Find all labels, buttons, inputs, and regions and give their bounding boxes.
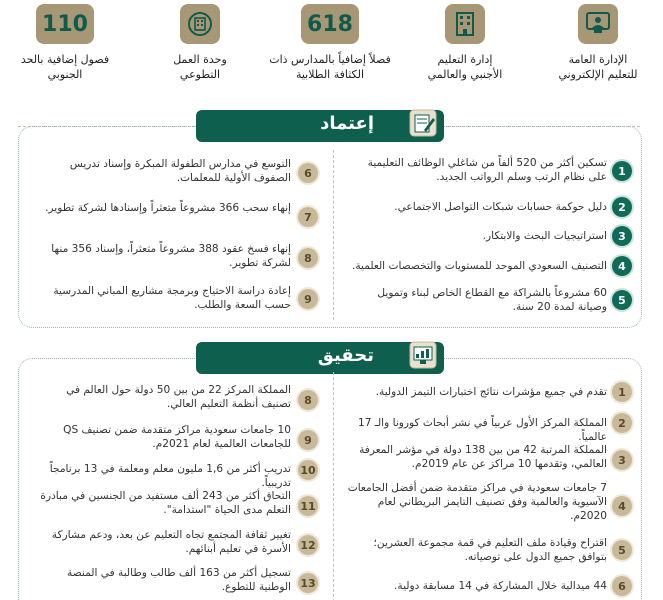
achieve-item: المملكة المرتبة 42 من بين 138 دولة في مؤشر المعرفة العالمي، وتقدمها 10 مراكز عن عام 2019م. (359, 444, 607, 470)
stat-caption: للتعليم الإلكتروني (558, 68, 638, 81)
building-icon (445, 4, 485, 44)
approval-item: التصنيف السعودي الموحد للمستويات والتخصصات العلمية. (351, 260, 607, 272)
stat-southern-border (0, 0, 130, 100)
item-number-badge: 4 (612, 496, 632, 516)
stat-number: 110 (36, 4, 94, 44)
approval-item: تسكين أكثر من 520 ألفاً من شاغلي الوظائف التعليمية على نظام الرتب وسلم الرواتب الجديد. (367, 157, 607, 183)
column-divider (333, 150, 334, 320)
item-number-badge: 2 (612, 413, 632, 433)
stat-caption: إدارة التعليم (437, 53, 493, 66)
item-number-badge: 4 (612, 256, 632, 276)
item-number-badge: 10 (298, 460, 318, 480)
item-number-badge: 9 (298, 289, 318, 309)
approval-title: إعتماد (320, 113, 374, 134)
stat-caption: الجنوبي (47, 68, 83, 81)
achieve-item: تقدم في جميع مؤشرات نتائج اختبارات التيمز الدولية. (375, 386, 607, 398)
item-number-badge: 5 (612, 290, 632, 310)
stat-elearning (533, 0, 663, 100)
volunteer-building-icon (180, 4, 220, 44)
stats-row (0, 0, 663, 100)
approval-item: دليل حوكمة حسابات شبكات التواصل الاجتماعي. (394, 201, 607, 213)
item-number-badge: 13 (298, 573, 318, 593)
item-number-badge: 3 (612, 450, 632, 470)
stat-number: 618 (301, 4, 359, 44)
achieve-item: اقتراح وقيادة ملف التعليم في قمة مجموعة العشرين؛ بتوافق جميع الدول على توصياته. (373, 537, 607, 563)
item-number-badge: 6 (612, 576, 632, 596)
achieve-item: 10 جامعات سعودية مراكز متقدمة ضمن تصنيف QS للجامعات العالمية لعام 2021م. (63, 424, 291, 450)
stat-caption: فصلاً إضافياً بالمدارس ذات (269, 53, 391, 66)
document-pen-icon (406, 106, 440, 140)
column-divider (333, 372, 334, 600)
approval-item: 60 مشروعاً بالشراكة مع القطاع الخاص لبناء وتمويل وصيانة لمدة 20 سنة. (377, 287, 607, 313)
item-number-badge: 3 (612, 226, 632, 246)
item-number-badge: 12 (298, 535, 318, 555)
stat-foreign-education (400, 0, 530, 100)
stat-volunteer (135, 0, 265, 100)
achieve-item: تغيير ثقافة المجتمع تجاه التعليم عن بعد، ودعم مشاركة الأسرة في تعليم أبنائهم. (51, 529, 291, 555)
achieve-item: تسجيل أكثر من 163 ألف طالب وطالبة في المنصة الوطنية للتطوع. (67, 567, 291, 593)
monitor-chart-icon (406, 338, 440, 372)
item-number-badge: 6 (298, 163, 318, 183)
item-number-badge: 8 (298, 248, 318, 268)
item-number-badge: 8 (298, 390, 318, 410)
item-number-badge: 11 (298, 496, 318, 516)
stat-caption: الكثافة الطلابية (295, 68, 365, 81)
stat-caption: التطوعي (179, 68, 221, 81)
achieve-item: المملكة المركز 22 من بين 50 دولة حول العالم في تصنيف أنظمة التعليم العالي. (66, 384, 291, 410)
item-number-badge: 1 (612, 161, 632, 181)
stat-extra-classes (265, 0, 395, 100)
item-number-badge: 7 (298, 207, 318, 227)
approval-item: التوسع في مدارس الطفولة المبكرة وإسناد تدريس الصفوف الأولية للمعلمات. (69, 158, 291, 184)
achieve-header (196, 342, 444, 374)
item-number-badge: 2 (612, 197, 632, 217)
stat-caption: وحدة العمل (173, 53, 227, 66)
stat-caption: الأجنبي والعالمي (427, 68, 503, 81)
approval-header (196, 110, 444, 142)
approval-item: إعادة دراسة الاحتياج وبرمجة مشاريع المباني المدرسية حسب السعة والطلب. (53, 285, 291, 311)
stat-caption: فصول إضافية بالحد (20, 53, 110, 66)
achieve-title: تحقيق (317, 345, 374, 366)
item-number-badge: 9 (298, 430, 318, 450)
achieve-item: 7 جامعات سعودية في مراكز متقدمة ضمن أفضل الجامعات الآسيوية والعالمية وفق تصنيف التايمز البريطاني لعام 2020م. (347, 482, 607, 522)
approval-item: إنهاء سحب 366 مشروعاً متعثراً وإسنادها لشركة تطوير. (45, 202, 291, 214)
stat-caption: الإدارة العامة (568, 53, 628, 66)
achieve-item: التحاق أكثر من 243 ألف مستفيد من الجنسين في مبادرة التعلم مدى الحياة "استدامة". (40, 490, 291, 516)
achieve-item: 44 ميدالية خلال المشاركة في 14 مسابقة دولية. (394, 580, 607, 592)
achieve-item: تدريب أكثر من 1,6 مليون معلم ومعلمة في 13 برنامجاً تدريبياً. (49, 463, 291, 489)
person-monitor-icon (578, 4, 618, 44)
approval-item: استراتيجيات البحث والابتكار. (482, 230, 607, 242)
item-number-badge: 5 (612, 540, 632, 560)
approval-item: إنهاء فسخ عقود 388 مشروعاً متعثراً، وإسناد 356 منها لشركة تطوير. (51, 243, 291, 269)
item-number-badge: 1 (612, 382, 632, 402)
achieve-item: المملكة المركز الأول عربياً في نشر أبحاث كورونا والـ 17 عالمياً. (358, 417, 607, 443)
